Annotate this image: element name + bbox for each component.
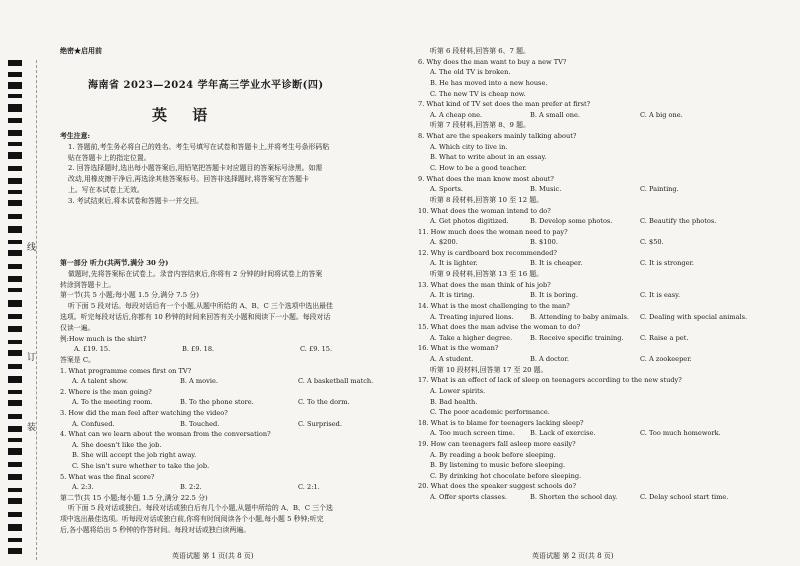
question-option: C. Raise a pet. xyxy=(640,333,689,342)
question-option: C. How to be a good teacher. xyxy=(430,163,527,172)
example-question: 例:How much is the shirt? xyxy=(60,334,147,343)
question-options xyxy=(418,110,790,121)
example-option-b: B. £9. 18. xyxy=(182,345,215,354)
question-option: A. Sports. xyxy=(430,185,463,194)
question-option: C. Beautify the photos. xyxy=(640,217,717,226)
question-options xyxy=(60,397,400,408)
question-option: A. Offer sports classes. xyxy=(430,492,507,501)
question-option: C. $50. xyxy=(640,238,664,247)
material-instruction: 听第 8 段材料,回答第 10 至 12 题。 xyxy=(430,195,544,204)
question-option: A. A cheap one. xyxy=(430,110,483,119)
section2-heading: 第二节(共 15 小题;每小题 1.5 分,满分 22.5 分) xyxy=(60,493,208,502)
question-option: B. He has moved into a new house. xyxy=(430,78,548,87)
section2-intro-line: 项中选出最佳选项。听每段对话或独白前,你将有时间阅读各个小题,每小题 5 秒钟;听完 xyxy=(60,515,324,524)
question-stem: 10. What does the woman intend to do? xyxy=(418,206,551,215)
question-options xyxy=(418,312,790,323)
section1-intro xyxy=(60,301,400,333)
question-option: B. Music. xyxy=(530,185,562,194)
question-options xyxy=(418,237,790,248)
question-option: A. Treating injured lions. xyxy=(430,312,514,321)
question-stem: 1. What programme comes first on TV? xyxy=(60,366,192,375)
question-option: A. Too much screen time. xyxy=(430,429,515,438)
question-option: C. By drinking hot chocolate before sleeping. xyxy=(430,471,582,480)
question-option: C. A big one. xyxy=(640,110,683,119)
notes-heading: 考生注意: xyxy=(60,132,91,140)
question-options xyxy=(60,376,400,387)
question-stem: 14. What is the most challenging to the man? xyxy=(418,302,570,311)
material-instruction: 听第 10 段材料,回答第 17 至 20 题。 xyxy=(430,365,548,374)
question-option: B. By listening to music before sleeping. xyxy=(430,461,566,470)
question-stem: 13. What does the man think of his job? xyxy=(418,280,551,289)
section1-intro-line: 仅读一遍。 xyxy=(60,323,95,332)
question-options xyxy=(60,482,400,493)
question-stem: 18. What is to blame for teenagers lacking sleep? xyxy=(418,418,584,427)
question-option: A. Take a higher degree. xyxy=(430,333,513,342)
question-stem: 12. Why is cardboard box recommended? xyxy=(418,248,557,257)
right-page-body xyxy=(418,46,790,503)
question-options xyxy=(418,184,790,195)
question-option: C. Delay school start time. xyxy=(640,492,729,501)
question-option: C. She isn't sure whether to take the job. xyxy=(72,461,210,470)
section1-intro-line: 听下面 5 段对话。每段对话后有一个小题,从题中所给的 A、B、C 三个选项中选出最佳 xyxy=(68,302,333,311)
question-option: B. Lack of exercise. xyxy=(530,429,596,438)
question-list-1-5 xyxy=(60,366,400,493)
page-footer-2: 英语试题 第 2 页(共 8 页) xyxy=(532,552,614,560)
question-option: C. To the dorm. xyxy=(298,398,350,407)
example-options xyxy=(60,344,400,355)
question-stem: 6. Why does the man want to buy a new TV? xyxy=(418,57,567,66)
question-stem: 4. What can we learn about the woman from the conversation? xyxy=(60,430,271,439)
question-option: C. It is stronger. xyxy=(640,259,694,268)
question-option: B. Touched. xyxy=(180,419,220,428)
question-option: A. 2:3. xyxy=(72,483,94,492)
question-option: C. The new TV is cheap now. xyxy=(430,89,526,98)
secret-label: 绝密★启用前 xyxy=(60,46,102,55)
question-stem: 7. What kind of TV set does the man prefer at first? xyxy=(418,100,591,109)
notes-item: 改动,用橡皮擦干净后,再选涂其他答案标号。回答非选择题时,将答案写在答题卡 xyxy=(68,175,309,184)
question-stem: 15. What does the man advise the woman to do? xyxy=(418,323,581,332)
question-option: C. It is easy. xyxy=(640,291,681,300)
notes-list xyxy=(60,142,400,207)
question-stem: 20. What does the speaker suggest schools do? xyxy=(418,482,577,491)
question-options xyxy=(418,492,790,503)
question-option: B. To the phone store. xyxy=(180,398,254,407)
example-option-c: C. £9. 15. xyxy=(300,345,333,354)
question-option: B. A doctor. xyxy=(530,355,569,364)
notes-item: 1. 答题前,考生务必将自己的姓名、考生号填写在试卷和答题卡上,并将考生号条形码粘 xyxy=(68,142,330,151)
question-option: B. Attending to baby animals. xyxy=(530,312,629,321)
question-options xyxy=(418,216,790,227)
question-option: A. Get photos digitized. xyxy=(430,217,509,226)
question-option: C. 2:1. xyxy=(298,483,320,492)
question-stem: 11. How much does the woman need to pay? xyxy=(418,227,568,236)
question-option: A. It is lighter. xyxy=(430,259,478,268)
part1-intro-line: 转涂到答题卡上。 xyxy=(60,280,116,289)
question-option: A. It is tiring. xyxy=(430,291,475,300)
notes-item: 3. 考试结束后,将本试卷和答题卡一并交回。 xyxy=(68,196,203,205)
question-option: B. A movie. xyxy=(180,377,218,386)
question-stem: 17. What is an effect of lack of sleep on teenagers according to the new study? xyxy=(418,376,682,385)
binding-label-line: 线 xyxy=(27,243,37,253)
section2-intro xyxy=(60,503,400,535)
question-option: A. A talent show. xyxy=(72,377,128,386)
question-option: C. A zookeeper. xyxy=(640,355,692,364)
question-stem: 8. What are the speakers mainly talking about? xyxy=(418,132,577,141)
question-option: C. Too much homework. xyxy=(640,429,721,438)
question-option: A. Which city to live in. xyxy=(430,142,508,151)
question-option: B. Develop some photos. xyxy=(530,217,613,226)
binding-dashed-line xyxy=(36,60,37,560)
notes-item: 2. 回答选择题时,选出每小题答案后,用铅笔把答题卡对应题目的答案标号涂黑。如需 xyxy=(68,164,323,173)
material-instruction: 听第 9 段材料,回答第 13 至 16 题。 xyxy=(430,270,544,279)
candidate-notes xyxy=(60,131,400,207)
question-option: B. A small one. xyxy=(530,110,580,119)
binding-label-seal: 装 xyxy=(27,423,37,433)
question-option: B. It is boring. xyxy=(530,291,578,300)
question-options xyxy=(418,333,790,344)
part1-intro xyxy=(60,269,400,291)
binding-strip xyxy=(0,60,37,560)
section1-intro-line: 选项。听完每段对话后,你都有 10 秒钟的时间来回答有关小题和阅读下一小题。每段对话 xyxy=(60,312,331,321)
left-page-body xyxy=(60,258,400,536)
question-stem: 19. How can teenagers fall asleep more easily? xyxy=(418,439,576,448)
question-option: B. Bad health. xyxy=(430,397,478,406)
example-answer: 答案是 C。 xyxy=(60,355,96,364)
question-option: B. 2:2. xyxy=(180,483,202,492)
question-stem: 16. What is the woman? xyxy=(418,344,499,353)
example-option-a: A. £19. 15. xyxy=(74,345,111,354)
question-option: C. Painting. xyxy=(640,185,679,194)
section2-intro-line: 听下面 5 段对话或独白。每段对话或独白后有几个小题,从题中所给的 A、B、C 三个选 xyxy=(68,504,333,513)
question-option: A. To the meeting room. xyxy=(72,398,153,407)
binding-label-bind: 订 xyxy=(27,353,37,363)
question-options xyxy=(418,258,790,269)
question-options xyxy=(418,290,790,301)
question-option: A. By reading a book before sleeping. xyxy=(430,450,556,459)
question-option: C. Dealing with special animals. xyxy=(640,312,748,321)
question-option: A. Confused. xyxy=(72,419,115,428)
question-option: B. Receive specific training. xyxy=(530,333,624,342)
material-instruction: 听第 7 段材料,回答第 8、9 题。 xyxy=(430,121,530,130)
subject-title: 英 语 xyxy=(152,106,218,124)
question-option: C. The poor academic performance. xyxy=(430,408,550,417)
question-stem: 2. Where is the man going? xyxy=(60,387,152,396)
question-option: A. Lower spirits. xyxy=(430,387,486,396)
question-options xyxy=(418,428,790,439)
question-option: C. A basketball match. xyxy=(298,377,374,386)
part1-intro-line: 做题时,先将答案标在试卷上。录音内容结束后,你将有 2 分钟的时间将试卷上的答案 xyxy=(68,269,323,278)
exam-title: 海南省 2023—2024 学年高三学业水平诊断(四) xyxy=(88,80,324,91)
question-option: A. The old TV is broken. xyxy=(430,68,511,77)
question-option: B. Shorten the school day. xyxy=(530,492,618,501)
question-stem: 3. How did the man feel after watching the video? xyxy=(60,408,228,417)
notes-item: 贴在答题卡上的指定位置。 xyxy=(68,153,151,162)
question-options xyxy=(418,354,790,365)
question-option: B. $100. xyxy=(530,238,558,247)
question-option: B. What to write about in an essay. xyxy=(430,153,547,162)
question-option: B. She will accept the job right away. xyxy=(72,451,197,460)
page-footer-1: 英语试题 第 1 页(共 8 页) xyxy=(172,552,254,560)
question-option: A. A student. xyxy=(430,355,474,364)
question-option: C. Surprised. xyxy=(298,419,343,428)
question-stem: 5. What was the final score? xyxy=(60,472,155,481)
material-instruction: 听第 6 段材料,回答第 6、7 题。 xyxy=(430,47,530,55)
section1-heading: 第一节(共 5 小题;每小题 1.5 分,满分 7.5 分) xyxy=(60,291,199,300)
question-stem: 9. What does the man know most about? xyxy=(418,174,554,183)
question-options xyxy=(60,419,400,430)
notes-item: 上。写在本试卷上无效。 xyxy=(68,185,144,194)
question-option: A. She doesn't like the job. xyxy=(72,440,162,449)
question-option: B. It is cheaper. xyxy=(530,259,583,268)
part1-heading: 第一部分 听力(共两节,满分 30 分) xyxy=(60,259,169,267)
question-option: A. $200. xyxy=(430,238,458,247)
section2-intro-line: 后,各小题将给出 5 秒钟的作答时间。每段对话或独白读两遍。 xyxy=(60,526,251,535)
